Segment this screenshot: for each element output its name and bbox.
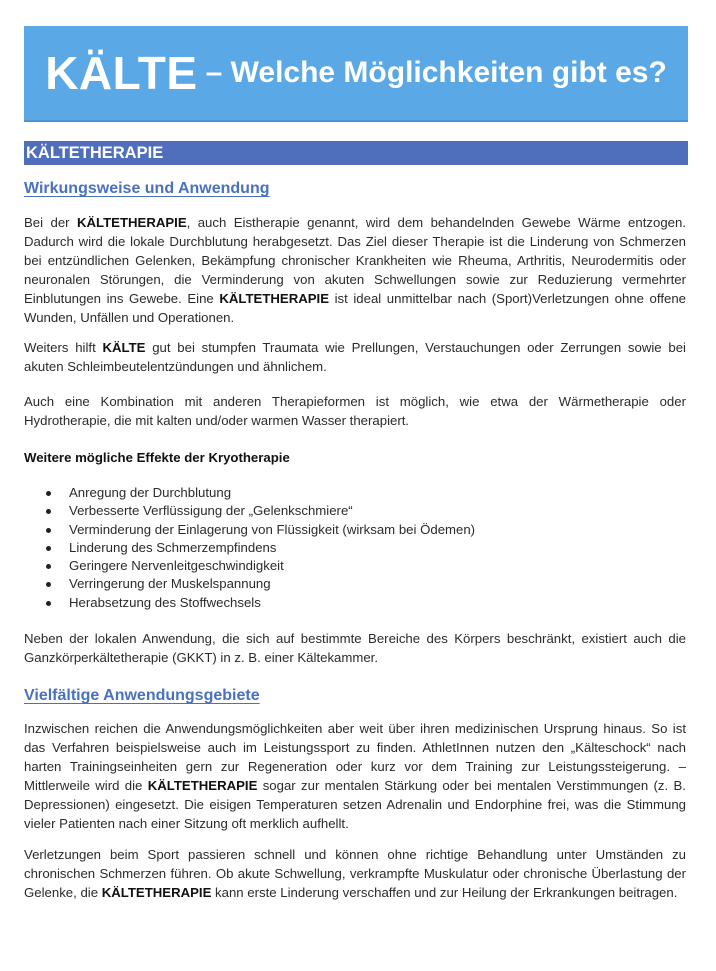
section-title: KÄLTETHERAPIE (26, 143, 164, 162)
list-item (24, 521, 475, 539)
title-main: KÄLTE (45, 47, 198, 99)
list-item (24, 557, 475, 575)
list-item-text: Herabsetzung des Stoffwechsels (69, 594, 261, 610)
text: sogar zur mentalen Stärkung oder bei mentalen Verstimmungen (z. B. Depressionen) eingesetzt. Die eisigen Temperaturen setzen Adrenalin und Endorphine frei, was die Stimmung vieler Patienten nach einer Sitzung oft merklich aufhellt. (24, 777, 686, 831)
keyword-kaeltetherapie: KÄLTETHERAPIE (76, 215, 187, 230)
text: Verletzungen beim Sport passieren schnell und können ohne richtige Behandlung unter Umständen zu chronischen Schmerzen führen. Ob akute Schwellung, verkrampfte Muskulatur oder chronische Überlastung der Gelenke, die (24, 847, 686, 900)
list-item-text: Verbesserte Verflüssigung der „Gelenkschmiere“ (69, 503, 353, 519)
text: gut bei stumpfen Traumata wie Prellungen, Verstauchungen oder Zerrungen sowie bei akuten Schleimbeutelentzündungen und ähnlichem. (24, 340, 686, 374)
paragraph-verletzungen (24, 846, 686, 903)
list-item (24, 575, 475, 593)
bullet-icon (46, 601, 51, 606)
paragraph-leistungssport (24, 720, 686, 833)
bullet-icon (46, 509, 51, 514)
list-item (24, 594, 475, 612)
section-heading-bar (24, 141, 688, 165)
list-item (24, 539, 475, 557)
subheading-effekte: Weitere mögliche Effekte der Kryotherapie (24, 450, 290, 465)
text: kann erste Linderung verschaffen und zur Heilung der Erkrankungen beitragen. (211, 884, 678, 900)
bullet-icon (46, 491, 51, 496)
list-item-text: Anregung der Durchblutung (69, 485, 232, 500)
text: , auch Eistherapie genannt, wird dem behandelnden Gewebe Wärme entzogen. Dadurch wird die lokale Durchblutung herabgesetzt. Das Ziel dieser Therapie ist die Linderung von Schmerzen bei entzündlichen Gelenken, Bekämpfung chronischer Krankheiten wie Rheuma, Arthritis, Neurodermitis oder neuronalen Störungen, die Verminderung von akuten Schwellungen sowie zur Reduzierung vermehrter Einblutungen ins Gewebe. Eine (24, 215, 686, 306)
list-item-text: Verminderung der Einlagerung von Flüssigkeit (wirksam bei Ödemen) (69, 521, 476, 537)
heading-anwendungsgebiete: Vielfältige Anwendungsgebiete (24, 687, 260, 704)
list-item-text: Geringere Nervenleitgeschwindigkeit (69, 558, 284, 574)
title-banner (24, 26, 688, 122)
bullet-icon (46, 546, 51, 551)
paragraph-intro (24, 214, 686, 327)
paragraph-traumata (24, 339, 686, 377)
list-item (24, 502, 475, 520)
bullet-icon (46, 528, 51, 533)
title-subtitle: – Welche Möglichkeiten gibt es? (205, 56, 667, 89)
heading-wirkungsweise: Wirkungsweise und Anwendung (24, 180, 270, 197)
list-item-text: Linderung des Schmerzempfindens (69, 539, 277, 555)
text: ist ideal unmittelbar nach (Sport)Verletzungen ohne offene Wunden, Unfällen und Operationen. (24, 290, 686, 325)
keyword-kaelte: KÄLTE (102, 340, 146, 355)
text: Inzwischen reichen die Anwendungsmöglichkeiten aber weit über ihren medizinischen Ursprung hinaus. So ist das Verfahren beispielsweise auch im Leistungssport zu finden. AthletInnen nutzen den „Kälteschock“ nach harten Trainingseinheiten gern zur Regeneration oder kurz vor dem Training zur Leistungssteigerung. – Mittlerweile wird die (24, 721, 686, 793)
keyword-kaeltetherapie: KÄLTETHERAPIE (219, 290, 329, 306)
text: Weiters hilft (24, 340, 103, 355)
bullet-icon (46, 564, 51, 569)
list-item-text: Verringerung der Muskelspannung (69, 576, 271, 592)
paragraph-kombination: Auch eine Kombination mit anderen Therapieformen ist möglich, wie etwa der Wärmetherapie oder Hydrotherapie, die mit kalten und/oder warmen Wasser therapiert. (24, 394, 686, 428)
keyword-kaeltetherapie: KÄLTETHERAPIE (147, 777, 258, 793)
bullet-icon (46, 582, 51, 587)
keyword-kaeltetherapie: KÄLTETHERAPIE (101, 884, 212, 900)
list-item (24, 484, 475, 502)
effects-list (24, 484, 475, 612)
paragraph-ganzkoerper: Neben der lokalen Anwendung, die sich auf bestimmte Bereiche des Körpers beschränkt, existiert auch die Ganzkörperkältetherapie (GKKT) in z. B. einer Kältekammer. (24, 631, 686, 665)
text: Bei der (24, 215, 77, 230)
